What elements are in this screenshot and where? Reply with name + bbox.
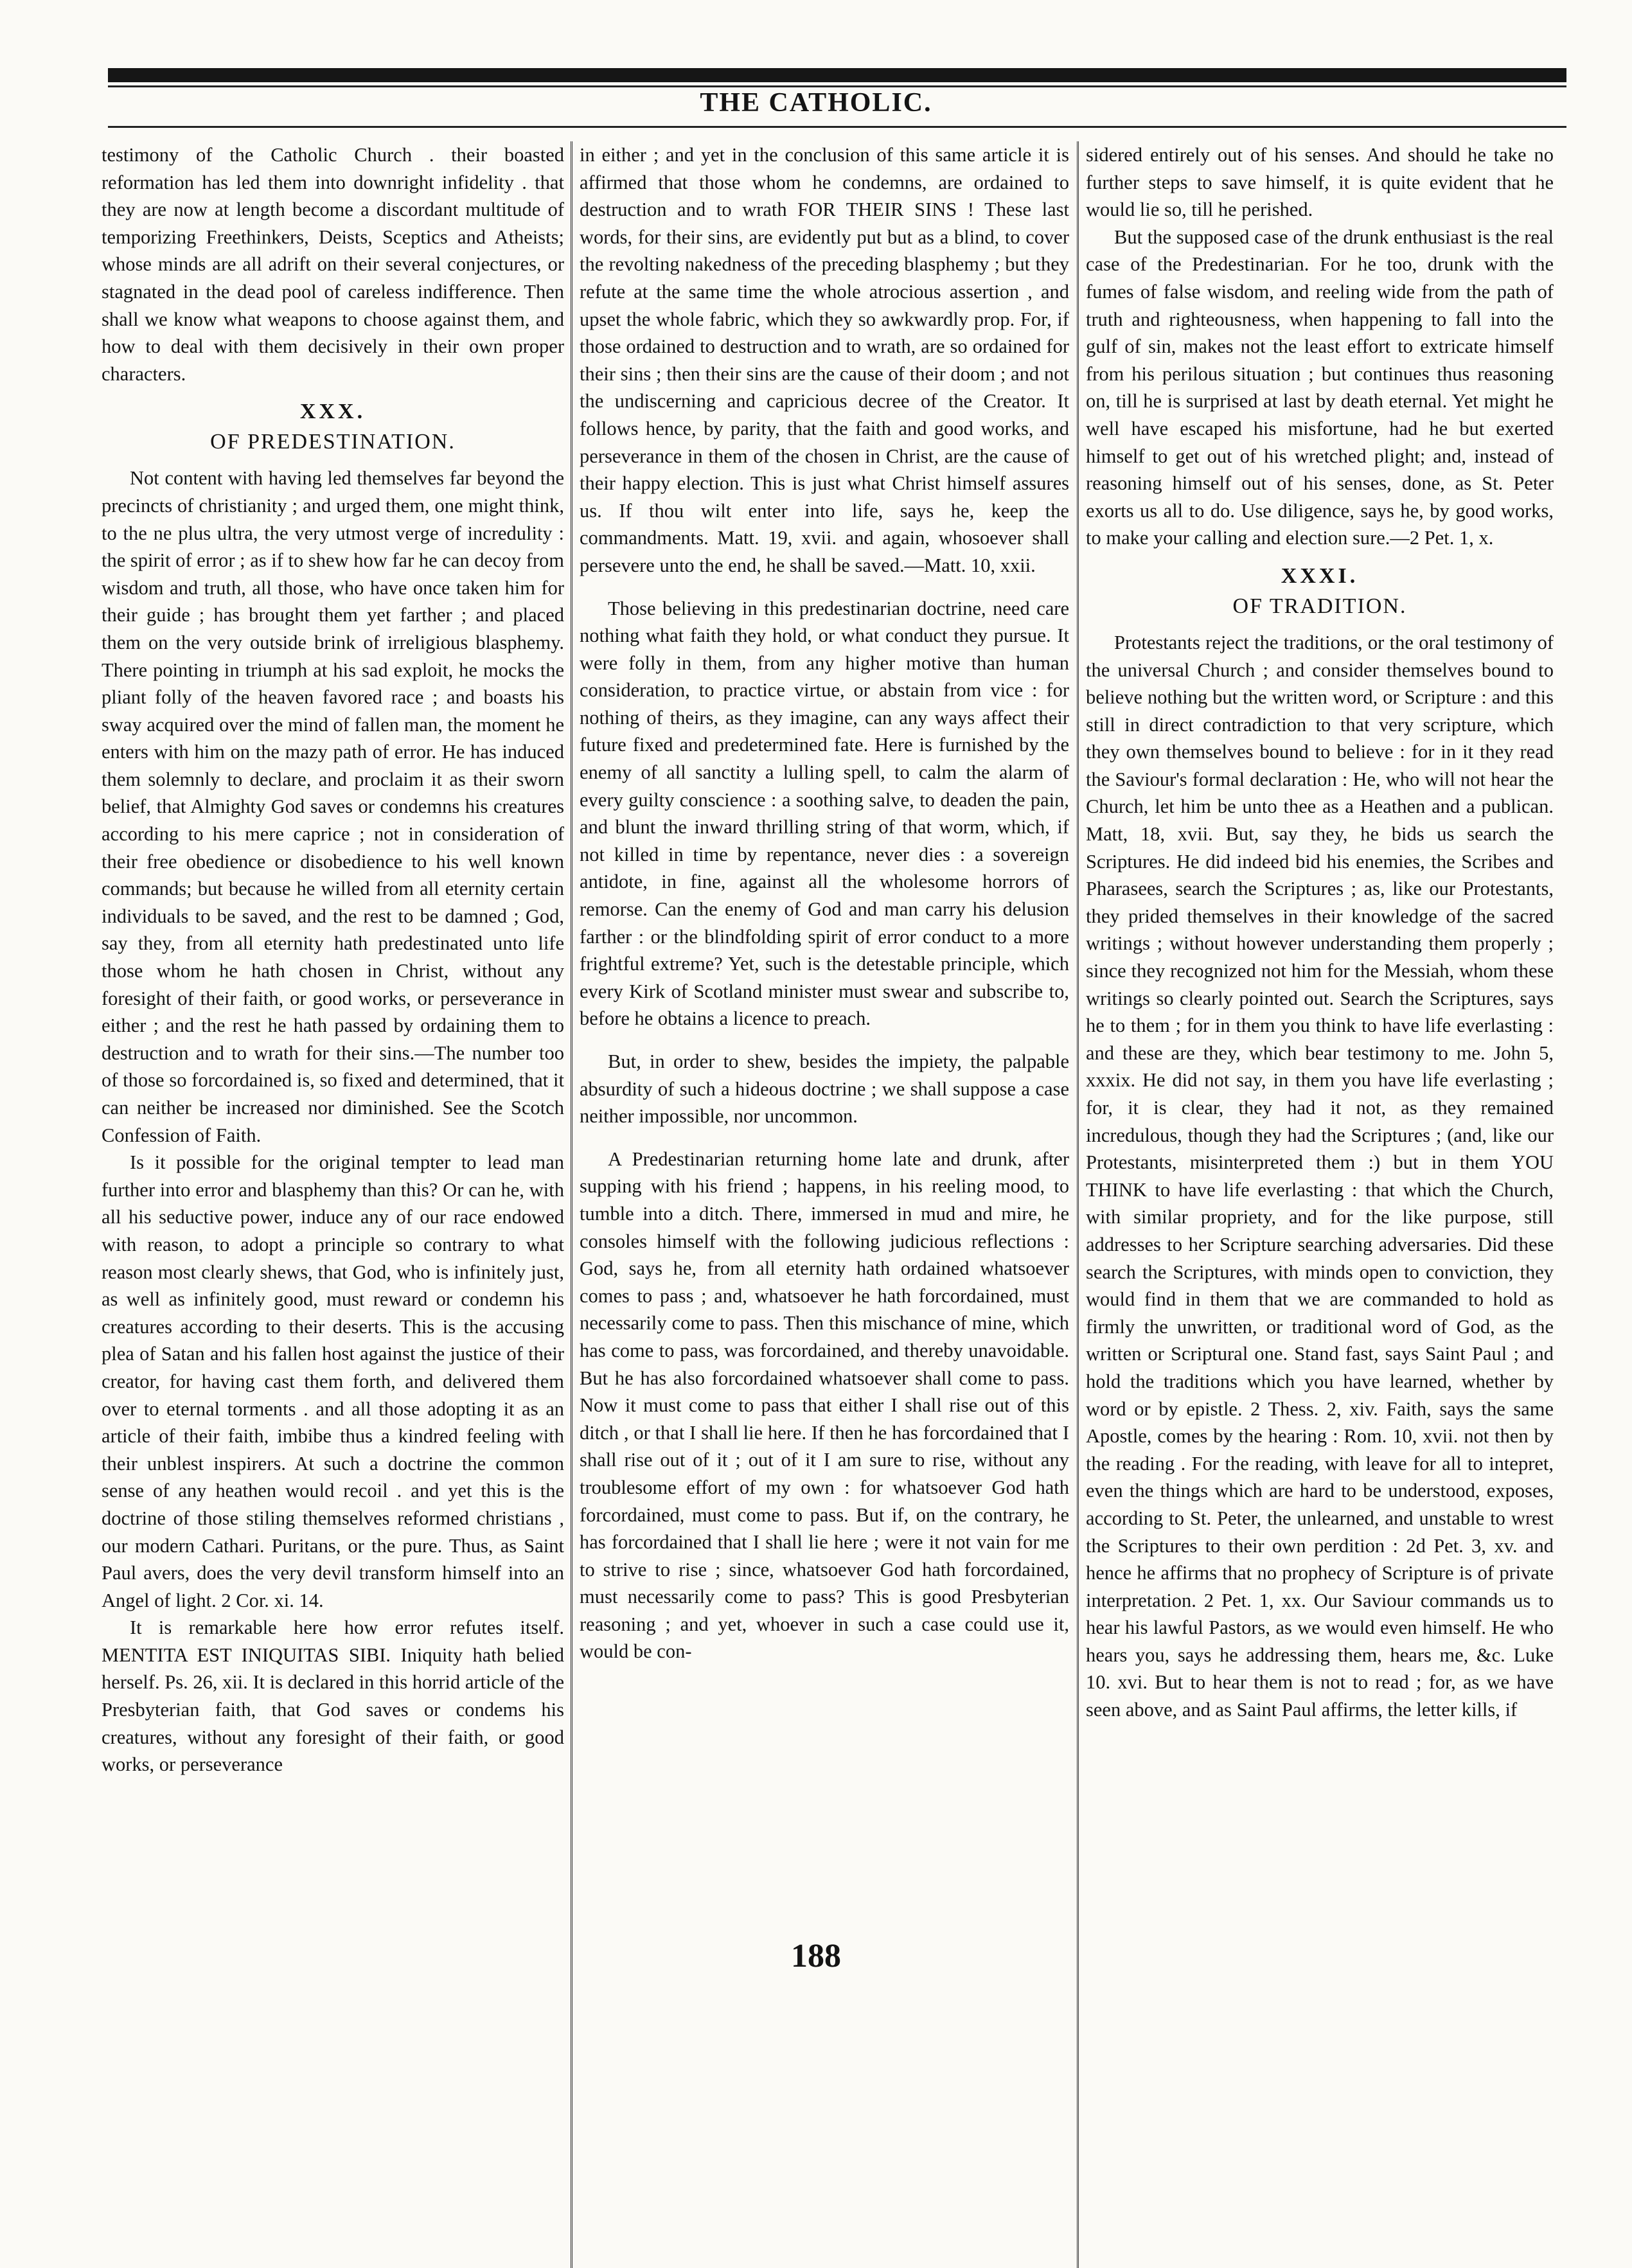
page-number: 188 (791, 1938, 841, 1974)
paragraph: in either ; and yet in the conclusion of this same article it is affirmed that those whom he condemns, are ordained to destruction and to wrath FOR THEIR SINS ! These last words, for their sins, are evidently put but as a blind, to cover the revolting nakedness of the preceding blasphemy ; but they refute at the same time the whole atrocious assertion , and upset the whole fabric, which they so awkwardly prop. For, if those ordained to destruction and to wrath, are so ordained for their sins ; then their sins are the cause of their doom ; and not the undiscerning and capricious decree of the Creator. It follows hence, by parity, that the faith and good works, and perseverance in them of the chosen in Christ, are the cause of their happy election. This is just what Christ himself assures us. If thou wilt enter into life, says he, keep the commandments. Matt. 19, xvii. and again, whosoever shall persevere unto the end, he shall be saved.—Matt. 10, xxii. (580, 144, 1069, 576)
section-title: OF TRADITION. (1232, 594, 1407, 618)
paragraph: Is it possible for the original tempter to lead man further into error and blasphemy than this? Or can he, with all his seductive power, induce any of our race endowed with reason, to adopt a principle so contrary to what reason most clearly shews, that God, who is infinitely just, as well as infinitely good, must reward or condemn his creatures according to their deserts. This is the accusing plea of Satan and his fallen host against the justice of their creator, for having cast them forth, and delivered them over to eternal torments . and all those adopting it as an article of their faith, imbibe thus a kindred feeling with their unblest inspirers. At such a doctrine the common sense of any heathen would recoil . and yet this is the doctrine of those stiling themselves reformed christians , our modern Cathari. Puritans, or the pure. Thus, as Saint Paul avers, does the very devil transform himself into an Angel of light. 2 Cor. xi. 14. (102, 1151, 564, 1611)
paragraph: Not content with having led themselves far beyond the precincts of christianity ; and urged them, one might think, to the ne plus ultra, the very utmost verge of incredulity : the spirit of error ; as if to shew how far he can decoy from wisdom and truth, all those, who have once taken him for their guide ; has brought them yet farther ; and placed them on the very outside brink of irreligious blasphemy. There pointing in triumph at his sad exploit, he mocks the pliant folly of the heaven favored race ; and boasts his sway acquired over the mind of fallen man, the moment he enters with him on the mazy path of error. He has induced them solemnly to declare, and proclaim it as their sworn belief, that Almighty God saves or condemns his creatures according to his mere caprice ; not in consideration of their free obedience or disobedience to his well known commands; but because he willed from all eternity certain individuals to be saved, and the rest to be damned ; God, say they, from all eternity hath predestinated unto life those whom he hath chosen in Christ, without any foresight of their faith, or good works, or perseverance in either ; and the rest he hath passed by ordaining them to destruction and to wrath for their sins.—The number too of those so forcordained is, so fixed and determined, that it can neither be increased nor diminished. See the Scotch Confession of Faith. (102, 467, 564, 1146)
paragraph: Protestants reject the traditions, or the oral testimony of the universal Church ; and consider themselves bound to believe nothing but the written word, or Scripture : and this still in direct contradiction to that very scripture, which they own themselves bound to believe : for in it they read the Saviour's formal declaration : He, who will not hear the Church, let him be unto thee as a Heathen and a publican. Matt, 18, xvii. But, say they, he bids us search the Scriptures. He did indeed bid his enemies, the Scribes and Pharasees, search the Scriptures ; as, like our Protestants, they prided themselves in their knowledge of the sacred writings ; without however understanding them properly ; since they recognized not him for the Messiah, whom these writings so clearly pointed out. Search the Scriptures, says he to them ; for in them you think to have life everlasting : and these are they, which bear testimony to me. John 5, xxxix. He did not say, in them you have life everlasting ; for, it is clear, they had it not, as they remained incredulous, though they had the Scriptures ; (and, like our Protestants, misinterpreted them :) but in them YOU THINK to have life everlasting : that which the Church, with similar propriety, and for the like purpose, still addresses to her Scripture searching adversaries. Did these search the Scriptures, with minds open to conviction, they would find in them that we are commanded to hold as firmly the unwritten, or traditional word of God, as the written or Scriptural one. Stand fast, says Saint Paul ; and hold the traditions which you have learned, whether by word or by epistle. 2 Thess. 2, xiv. Faith, says the same Apostle, comes by the hearing : Rom. 10, xvii. not then by the reading . For the reading, with leave for all to intepret, even the things which are hard to be understood, exposes, according to St. Peter, the unlearned, and unstable to wrest the Scriptures to their own perdition : 2d Pet. 3, xv. and hence he affirms that no prophecy of Scripture is of private interpretation. 2 Pet. 1, xx. Our Saviour commands us to hear his lawful Pastors, as we would even himself. He who hears you, says he addressing them, hears me, &c. Luke 10. xvi. But to hear them is not to read ; for, as we have seen above, and as Saint Paul affirms, the letter kills, if (1086, 631, 1554, 1721)
paragraph: Those believing in this predestinarian doctrine, need care nothing what faith they hold, or what conduct they pursue. It were folly in them, from any higher motive than human consideration, to practice virtue, or abstain from vice : for nothing of theirs, as they imagine, can any ways affect their future fixed and predetermined fate. Here is furnished by the enemy of all sanctity a lulling spell, to calm the alarm of every guilty conscience : a soothing salve, to deaden the pain, and blunt the inward thrilling string of that worm, which, if not killed in time by repentance, never dies : a sovereign antidote, in fine, against all the wholesome horrors of remorse. Can the enemy of God and man carry his delusion farther : or the blindfolding spirit of error conduct to a more frightful extreme? Yet, such is the detestable principle, which every Kirk of Scotland minister must swear and subscribe to, before he obtains a licence to preach. (580, 597, 1069, 1030)
header-rule-bottom (108, 126, 1566, 128)
header-rule-thick (108, 68, 1566, 82)
paragraph: testimony of the Catholic Church . their boasted reformation has led them into downright infidelity . that they are now at length become a discordant multitude of temporizing Freethinkers, Deists, Sceptics and Atheists; whose minds are all adrift on their several conjectures, or stagnated in the dead pool of careless indifference. Then shall we know what weapons to choose against them, and how to deal with them decisively in their own proper characters. (102, 144, 564, 385)
paragraph: But the supposed case of the drunk enthusiast is the real case of the Predestinarian. For he too, drunk with the fumes of false wisdom, and reeling wide from the path of truth and righteousness, when happening to fall into the gulf of sin, makes not the least effort to extricate himself from his perilous situation ; but continues thus reasoning on, till he is surprised at last by death eternal. Yet might he well have escaped his misfortune, had he but exerted himself to get out of his wretched plight; and, instead of reasoning himself out of his senses, done, as St. Peter exorts us all to do. Use diligence, says he, by good works, to make your calling and election sure.—2 Pet. 1, x. (1086, 226, 1554, 549)
paragraph: A Predestinarian returning home late and drunk, after supping with his friend ; happens, in his reeling mood, to tumble into a ditch. There, immersed in mud and mire, he consoles himself with the following judicious reflections : God, says he, from all eternity hath ordained whatsoever comes to pass ; and, whatsoever he hath forcordained, must necessarily come to pass. Then this mischance of mine, which has come to pass, was forcordained, and thereby unavoidable. But he has also forcordained whatsoever shall come to pass. Now it must come to pass that either I shall rise out of this ditch , or that I shall lie here. If then he has forcordained that I shall rise out of it ; out of it I am sure to rise, without any troublesome effort of my own : for whatsoever God hath forcordained, must come to pass. But if, on the contrary, he has forcordained that I shall lie here ; were it not vain for me to strive to rise ; since, whatsoever God hath forcordained, must necessarily come to pass? This is good Presbyterian reasoning ; and yet, whoever in such a case could use it, would be con- (580, 1147, 1069, 1663)
paragraph: It is remarkable here how error refutes itself. MENTITA EST INIQUITAS SIBI. Iniquity hath belied herself. Ps. 26, xii. It is declared in this horrid article of the Presbyterian faith, that God saves or condems his creatures, without any foresight of their faith, or good works, or perseverance (102, 1617, 564, 1776)
section-number: XXX. (299, 400, 366, 424)
section-number: XXXI. (1281, 563, 1359, 588)
section-title: OF PREDESTINATION. (210, 430, 456, 454)
paragraph: But, in order to shew, besides the impiety, the palpable absurdity of such a hideous doctrine ; we shall suppose a case neither impossible, nor uncommon. (580, 1050, 1069, 1128)
paragraph: sidered entirely out of his senses. And should he take no further steps to save himself, it is quite evident that he would lie so, till he perished. (1086, 144, 1554, 221)
running-head: THE CATHOLIC. (700, 88, 932, 118)
